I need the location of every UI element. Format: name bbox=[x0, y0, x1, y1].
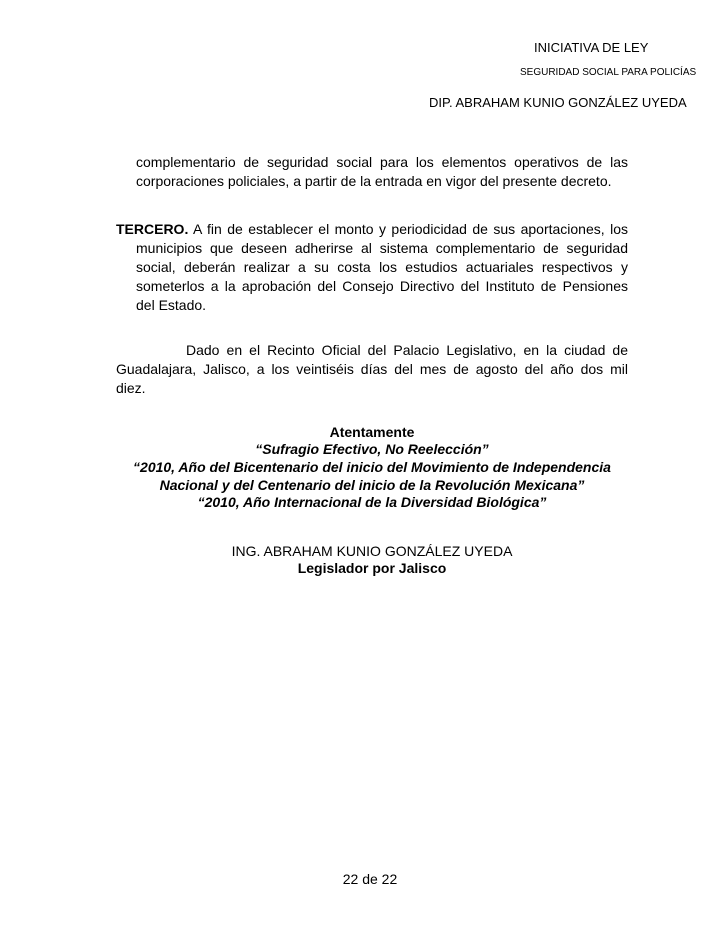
header-title: INICIATIVA DE LEY bbox=[534, 40, 649, 55]
page-number: 22 de 22 bbox=[342, 871, 398, 887]
paragraph-complementario bbox=[116, 153, 628, 191]
header-subtitle: SEGURIDAD SOCIAL PARA POLICÍAS bbox=[520, 67, 697, 78]
paragraph-tercero bbox=[116, 220, 628, 315]
closing-year-line-1: “2010, Año del Bicentenario del inicio del Movimiento de Independencia bbox=[133, 459, 611, 475]
paragraph-line: social, deberán realizar a su costa los estudios actuariales respectivos y bbox=[136, 259, 628, 275]
paragraph-line: complementario de seguridad social para los elementos operativos de las bbox=[136, 154, 628, 170]
paragraph-line: diez. bbox=[116, 380, 146, 396]
closing-atentamente: Atentamente bbox=[329, 424, 415, 440]
paragraph-line: A fin de establecer el monto y periodicidad de sus aportaciones, los bbox=[188, 221, 628, 237]
tercero-label: TERCERO. bbox=[116, 221, 189, 237]
paragraph-line: Guadalajara, Jalisco, a los veintiséis días del mes de agosto del año dos mil bbox=[116, 361, 628, 377]
header-author: DIP. ABRAHAM KUNIO GONZÁLEZ UYEDA bbox=[429, 95, 687, 110]
paragraph-line: del Estado. bbox=[136, 297, 207, 313]
signature-role: Legislador por Jalisco bbox=[297, 560, 447, 576]
signature-name: ING. ABRAHAM KUNIO GONZÁLEZ UYEDA bbox=[231, 543, 513, 559]
closing-year-line-3: “2010, Año Internacional de la Diversidad Biológica” bbox=[197, 494, 547, 510]
paragraph-line: municipios que deseen adherirse al sistema complementario de seguridad bbox=[136, 240, 628, 256]
closing-motto: “Sufragio Efectivo, No Reelección” bbox=[255, 441, 489, 457]
paragraph-line: Dado en el Recinto Oficial del Palacio Legislativo, en la ciudad de bbox=[186, 342, 628, 358]
paragraph-line: someterlos a la aprobación del Consejo Directivo del Instituto de Pensiones bbox=[136, 278, 628, 294]
paragraph-dado bbox=[116, 341, 628, 398]
closing-year-line-2: Nacional y del Centenario del inicio de la Revolución Mexicana” bbox=[159, 477, 585, 493]
paragraph-line: corporaciones policiales, a partir de la entrada en vigor del presente decreto. bbox=[136, 173, 612, 189]
